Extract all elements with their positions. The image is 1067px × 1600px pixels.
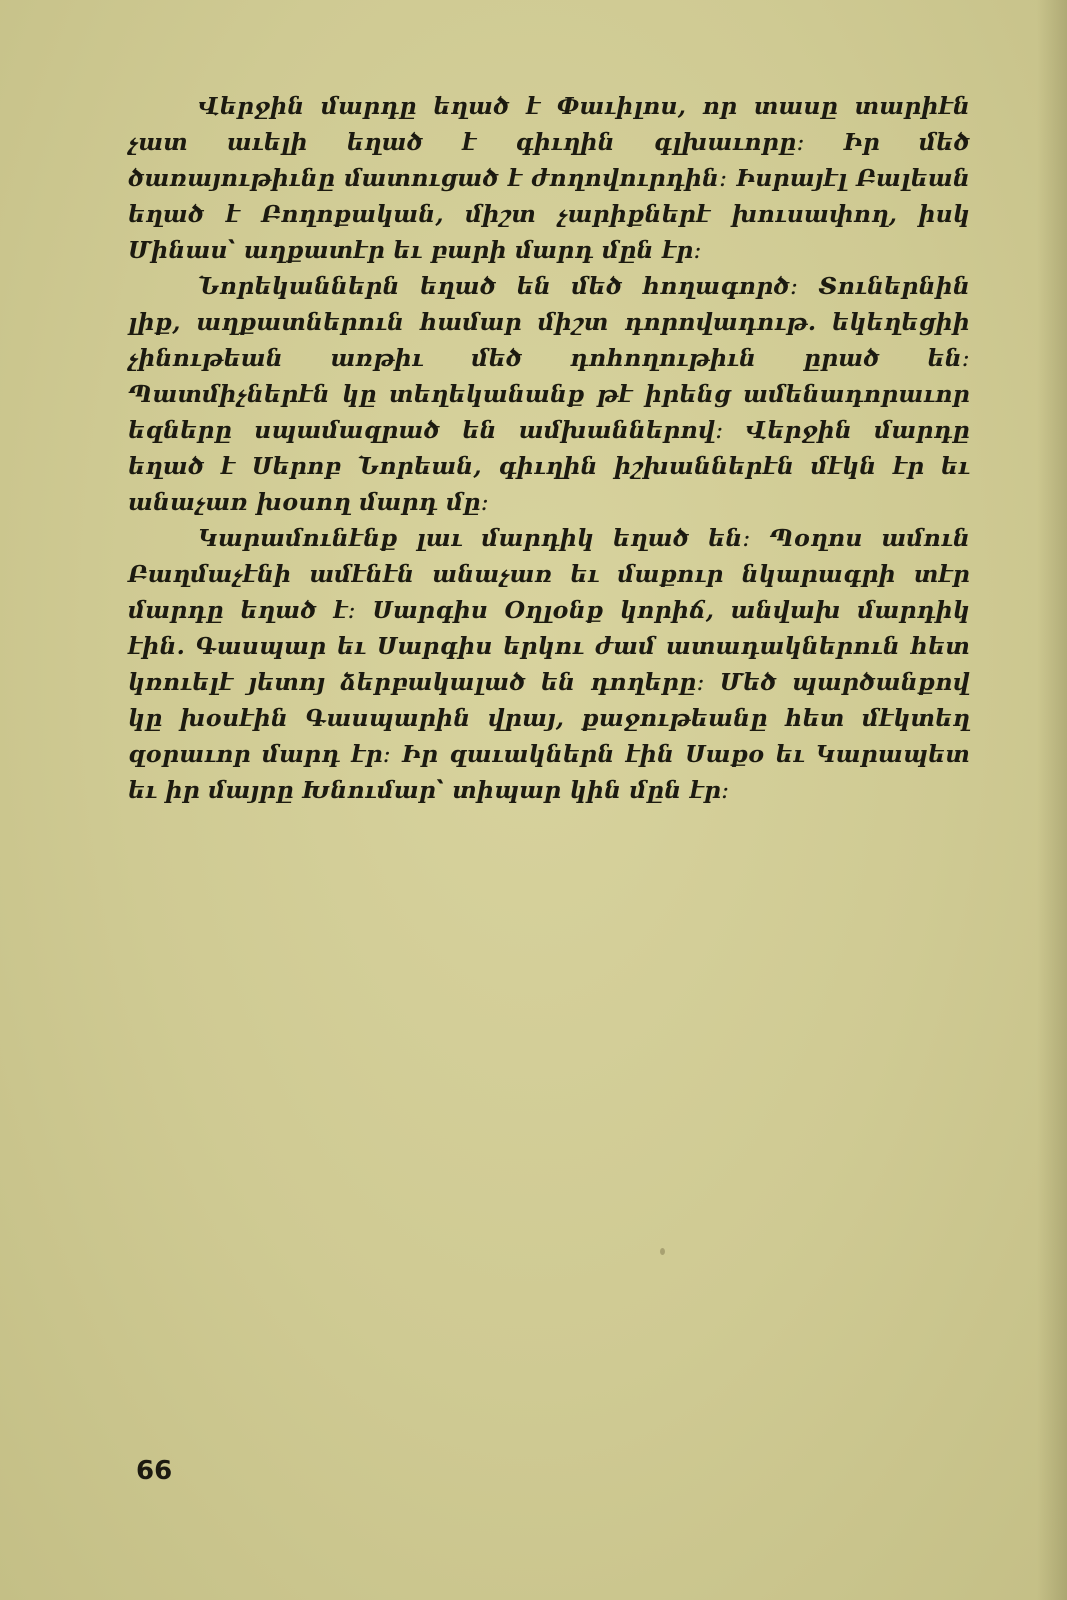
paragraph-1: Վերջին մարդը եղած է Փաւիլոս, որ տասը տարիէն չատ աւելի եղած է գիւղին գլխաւորը։ Իր մեծ ծառայութիւնը մատուցած է ժողովուրդին։ Իսրայէլ Բալեան եղած է Բողոքական, միշտ չարիքներէ խուսափող, իսկ Մինաս՝ աղքատէր եւ բարի մարդ մըն էր։ (128, 92, 970, 264)
paper-speck (660, 1248, 665, 1255)
paragraph-2: Նորեկաններն եղած են մեծ հողագործ։ Տուներնին լիք, աղքատներուն համար միշտ դորովադութ. եկեղեցիի չինութեան առթիւ մեծ դոհողութիւն ըրած են։ Պատմիչներէն կը տեղեկանանք թէ իրենց ամենադորաւոր եզները սպամազրած են ամխաններով։ Վերջին մարդը եղած է Սերոբ Նորեան, գիւղին իշխաններէն մէկն էր եւ անաչառ խօսող մարդ մը։ (128, 272, 970, 516)
body-text (128, 88, 970, 808)
page-number: 66 (136, 1456, 173, 1486)
paragraph-3: Կարամունէնք լաւ մարդիկ եղած են։ Պօղոս ամուն Բաղմաչէնի ամէնէն անաչառ եւ մաքուր նկարագրի տէր մարդը եղած է։ Սարգիս Օղլօնք կորիճ, անվախ մարդիկ էին. Գասպար եւ Սարգիս երկու ժամ ատադակներուն հետ կռուելէ յետոյ ձերբակալած են դողերը։ Մեծ պարծանքով կը խօսէին Գասպարին վրայ, քաջութեանը հետ մէկտեղ զօրաւոր մարդ էր։ Իր զաւակներն էին Սաքօ եւ Կարապետ եւ իր մայրը Խնումար՝ տիպար կին մըն էր։ (128, 524, 970, 804)
